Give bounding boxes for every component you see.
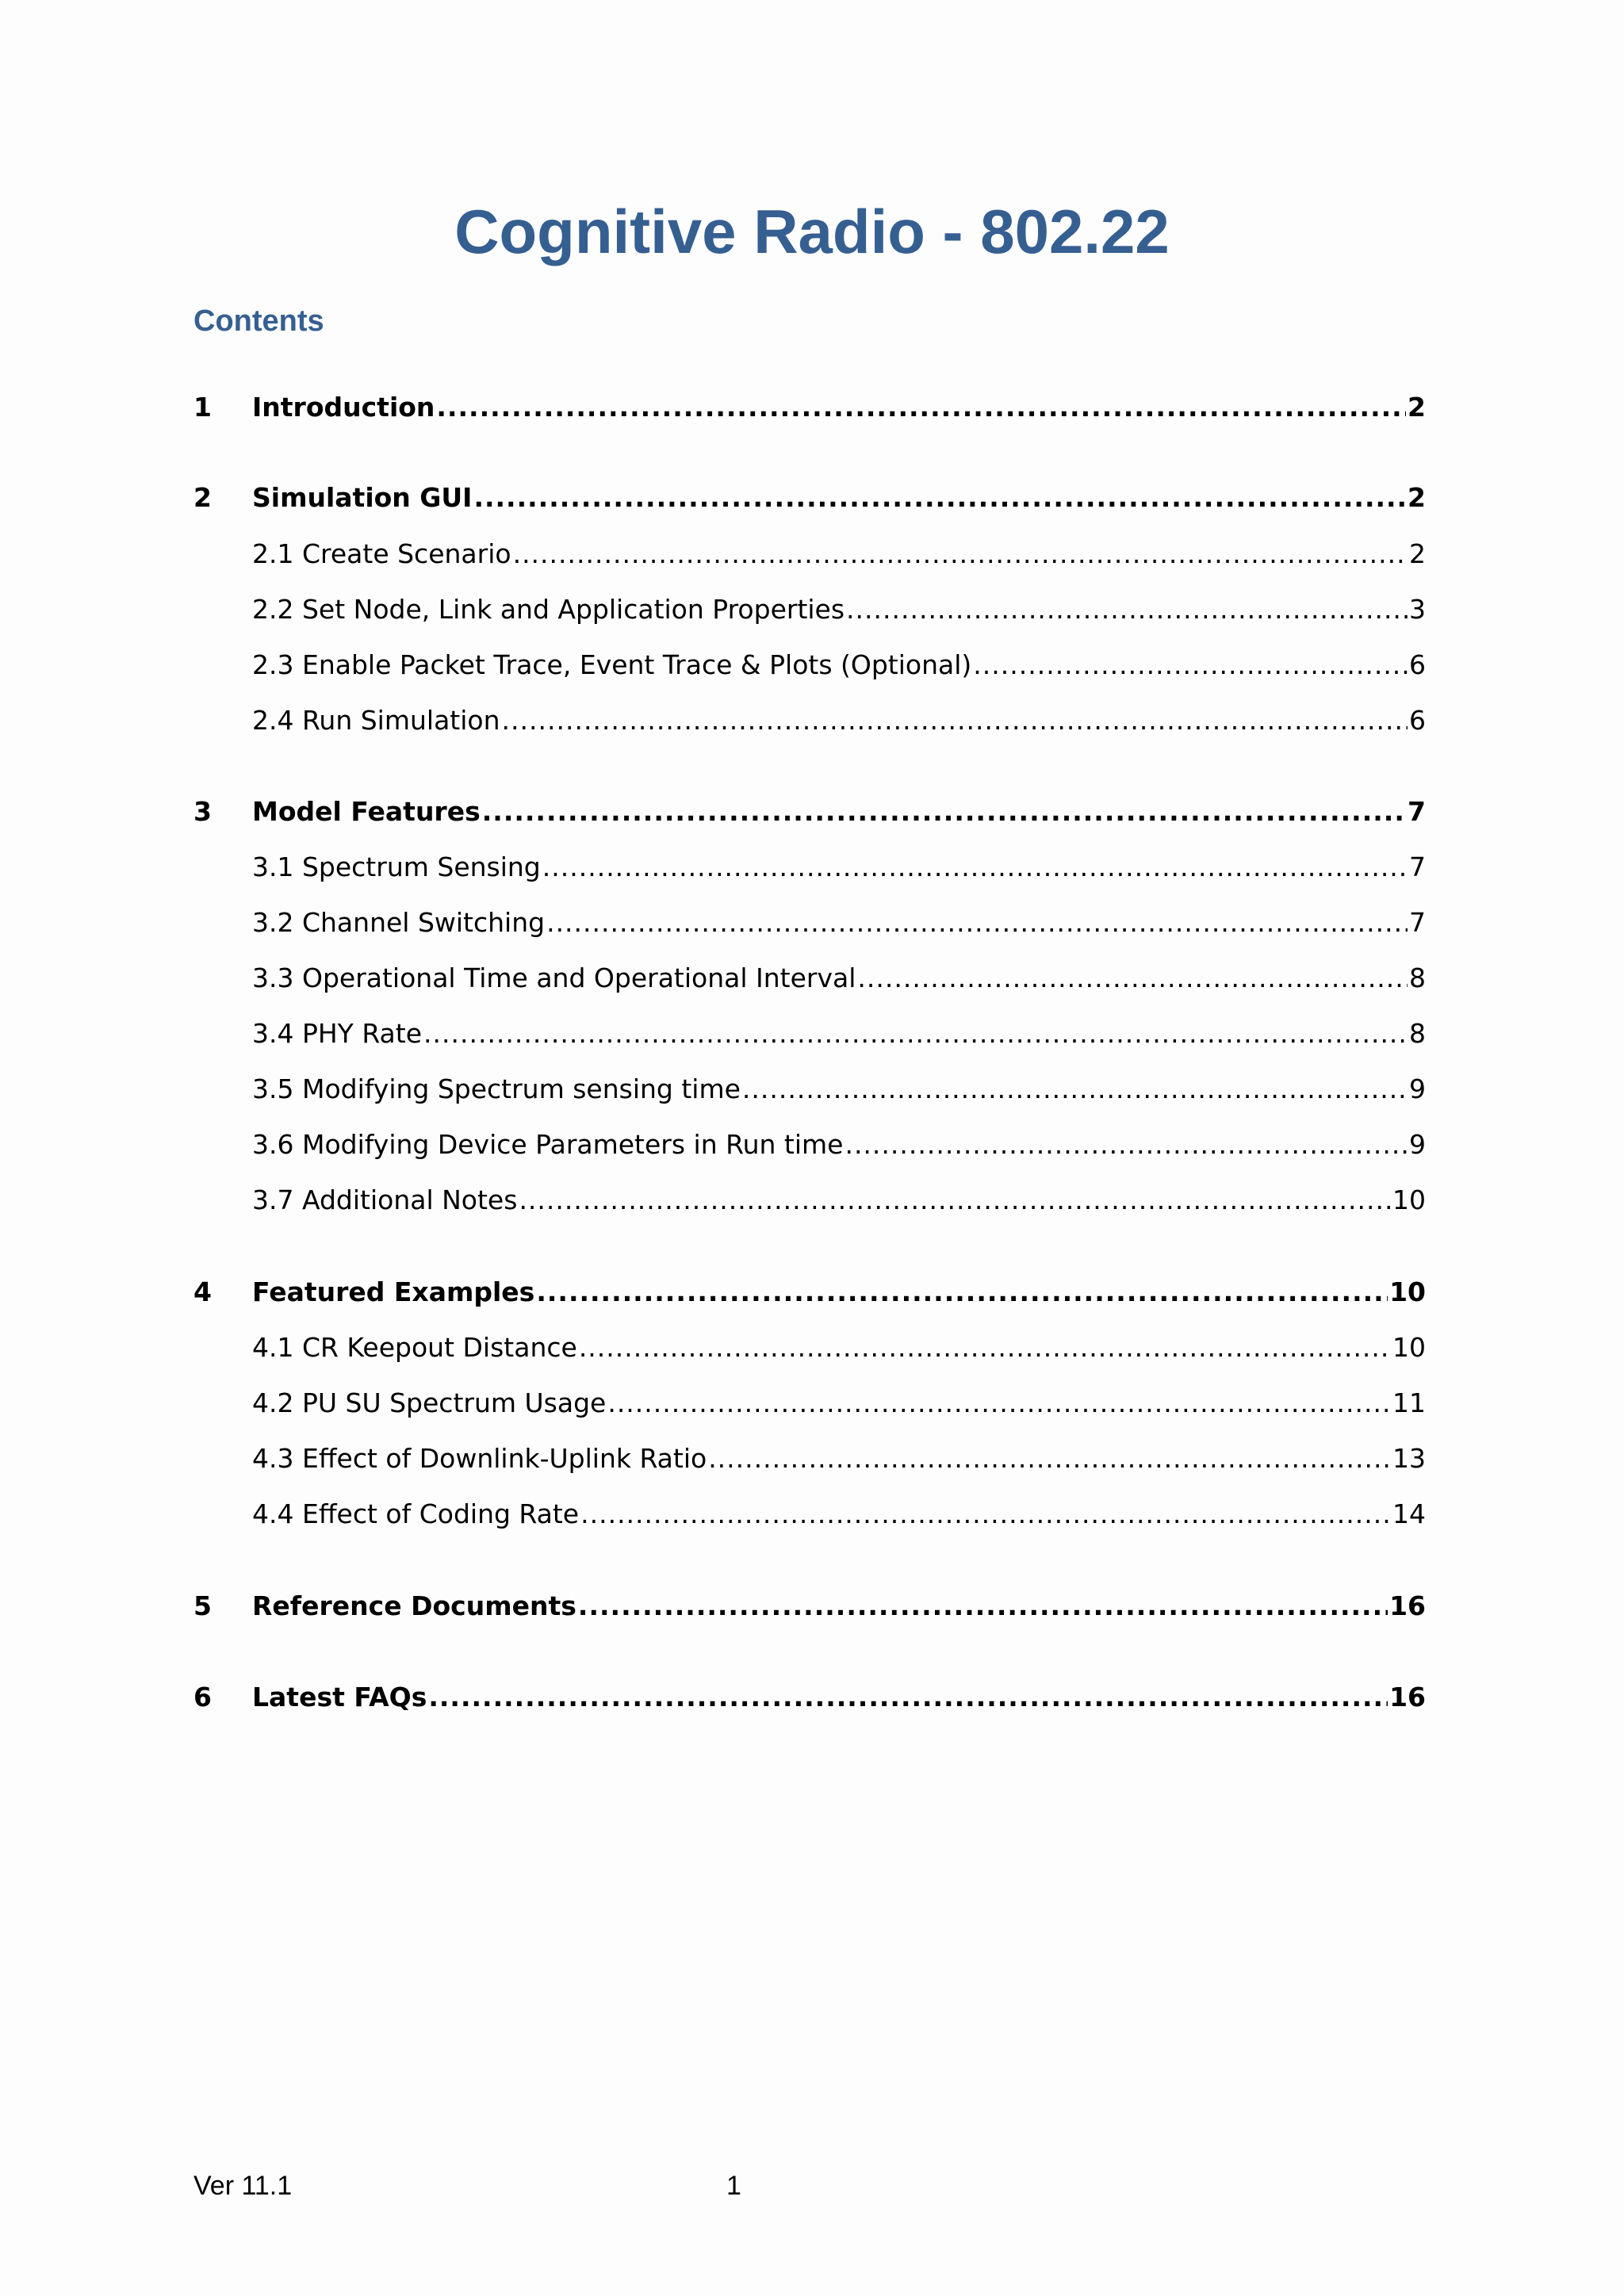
toc-entry-title: Simulation GUI — [252, 482, 473, 513]
toc-entry-title: 3.4 PHY Rate — [252, 1018, 423, 1049]
contents-heading: Contents — [193, 304, 324, 338]
toc-entry-title: Introduction — [252, 392, 435, 423]
toc-entry-operational-time[interactable] — [252, 959, 1426, 997]
toc-entry-channel-switching[interactable] — [252, 904, 1426, 942]
toc-entry-page: 6 — [1409, 705, 1426, 736]
toc-entry-downlink-uplink-ratio[interactable] — [252, 1440, 1426, 1478]
toc-entry-page: 6 — [1409, 649, 1426, 680]
toc-entry-title: 2.1 Create Scenario — [252, 538, 511, 569]
toc-entry-page: 7 — [1408, 796, 1426, 827]
toc-entry-additional-notes[interactable] — [252, 1181, 1426, 1219]
dot-leader — [423, 1015, 1408, 1053]
toc-entry-title: 3.3 Operational Time and Operational Interval — [252, 962, 856, 993]
footer-page-number: 1 — [726, 2171, 741, 2201]
dot-leader — [482, 793, 1406, 831]
toc-entry-enable-packet-trace[interactable] — [252, 646, 1426, 684]
toc-entry-page: 2 — [1409, 538, 1426, 569]
toc-entry-spectrum-sensing[interactable] — [252, 848, 1426, 886]
toc-entry-page: 8 — [1409, 1018, 1426, 1049]
toc-entry-number: 6 — [193, 1682, 212, 1712]
dot-leader — [580, 1495, 1391, 1533]
toc-entry-title: Reference Documents — [252, 1590, 576, 1621]
toc-entry-simulation-gui[interactable] — [193, 479, 1426, 517]
footer-version: Ver 11.1 — [193, 2171, 293, 2201]
dot-leader — [578, 1587, 1388, 1625]
toc-entry-page: 16 — [1389, 1590, 1426, 1621]
toc-entry-page: 11 — [1392, 1387, 1426, 1418]
toc-entry-title: Latest FAQs — [252, 1682, 427, 1712]
dot-leader — [546, 904, 1408, 942]
dot-leader — [428, 1678, 1388, 1716]
toc-entry-number: 2 — [193, 482, 212, 513]
toc-entry-reference-documents[interactable] — [193, 1587, 1426, 1625]
toc-entry-page: 16 — [1389, 1682, 1426, 1712]
toc-entry-title: 4.1 CR Keepout Distance — [252, 1332, 577, 1363]
toc-entry-coding-rate[interactable] — [252, 1495, 1426, 1533]
toc-entry-title: 3.2 Channel Switching — [252, 907, 546, 938]
dot-leader — [607, 1384, 1391, 1422]
document-title: Cognitive Radio - 802.22 — [454, 197, 1170, 266]
toc-entry-title: 2.4 Run Simulation — [252, 705, 500, 736]
dot-leader — [473, 479, 1406, 517]
dot-leader — [513, 535, 1408, 573]
toc-entry-title: 2.2 Set Node, Link and Application Properties — [252, 594, 845, 625]
toc-entry-page: 14 — [1392, 1498, 1426, 1529]
toc-entry-run-simulation[interactable] — [252, 702, 1426, 740]
dot-leader — [708, 1440, 1391, 1478]
dot-leader — [845, 1126, 1408, 1164]
dot-leader — [542, 848, 1408, 886]
toc-entry-page: 13 — [1392, 1443, 1426, 1474]
dot-leader — [857, 959, 1408, 997]
toc-entry-title: 4.4 Effect of Coding Rate — [252, 1498, 580, 1529]
toc-entry-number: 4 — [193, 1276, 212, 1307]
toc-entry-title: 3.6 Modifying Device Parameters in Run time — [252, 1129, 844, 1160]
toc-entry-page: 2 — [1408, 482, 1426, 513]
toc-entry-title: 4.3 Effect of Downlink-Uplink Ratio — [252, 1443, 707, 1474]
toc-entry-phy-rate[interactable] — [252, 1015, 1426, 1053]
toc-entry-title: 3.7 Additional Notes — [252, 1184, 518, 1215]
toc-entry-latest-faqs[interactable] — [193, 1678, 1426, 1716]
toc-entry-page: 10 — [1392, 1184, 1426, 1215]
toc-entry-create-scenario[interactable] — [252, 535, 1426, 573]
toc-entry-model-features[interactable] — [193, 793, 1426, 831]
toc-entry-page: 7 — [1409, 851, 1426, 882]
dot-leader — [502, 702, 1408, 740]
toc-entry-set-node-link-application-properties[interactable] — [252, 591, 1426, 629]
dot-leader — [519, 1181, 1391, 1219]
toc-entry-cr-keepout-distance[interactable] — [252, 1329, 1426, 1367]
toc-entry-number: 1 — [193, 392, 212, 423]
toc-entry-page: 7 — [1409, 907, 1426, 938]
dot-leader — [973, 646, 1408, 684]
toc-entry-modifying-spectrum-sensing-time[interactable] — [252, 1070, 1426, 1108]
toc-entry-number: 5 — [193, 1590, 212, 1621]
toc-entry-modifying-device-parameters[interactable] — [252, 1126, 1426, 1164]
dot-leader — [742, 1070, 1408, 1108]
toc-entry-title: 4.2 PU SU Spectrum Usage — [252, 1387, 607, 1418]
dot-leader — [436, 388, 1406, 427]
toc-entry-title: Model Features — [252, 796, 481, 827]
toc-entry-page: 2 — [1408, 392, 1426, 423]
toc-entry-page: 10 — [1389, 1276, 1426, 1307]
toc-entry-featured-examples[interactable] — [193, 1273, 1426, 1311]
dot-leader — [536, 1273, 1388, 1311]
toc-entry-page: 10 — [1392, 1332, 1426, 1363]
toc-entry-page: 8 — [1409, 962, 1426, 993]
toc-entry-title: Featured Examples — [252, 1276, 535, 1307]
toc-entry-page: 9 — [1409, 1073, 1426, 1104]
toc-entry-page: 3 — [1409, 594, 1426, 625]
toc-entry-introduction[interactable] — [193, 388, 1426, 427]
toc-entry-title: 3.5 Modifying Spectrum sensing time — [252, 1073, 741, 1104]
dot-leader — [579, 1329, 1391, 1367]
dot-leader — [846, 591, 1408, 629]
toc-entry-number: 3 — [193, 796, 212, 827]
toc-entry-pu-su-spectrum-usage[interactable] — [252, 1384, 1426, 1422]
toc-entry-page: 9 — [1409, 1129, 1426, 1160]
toc-entry-title: 2.3 Enable Packet Trace, Event Trace & Plots (Optional) — [252, 649, 972, 680]
toc-entry-title: 3.1 Spectrum Sensing — [252, 851, 541, 882]
